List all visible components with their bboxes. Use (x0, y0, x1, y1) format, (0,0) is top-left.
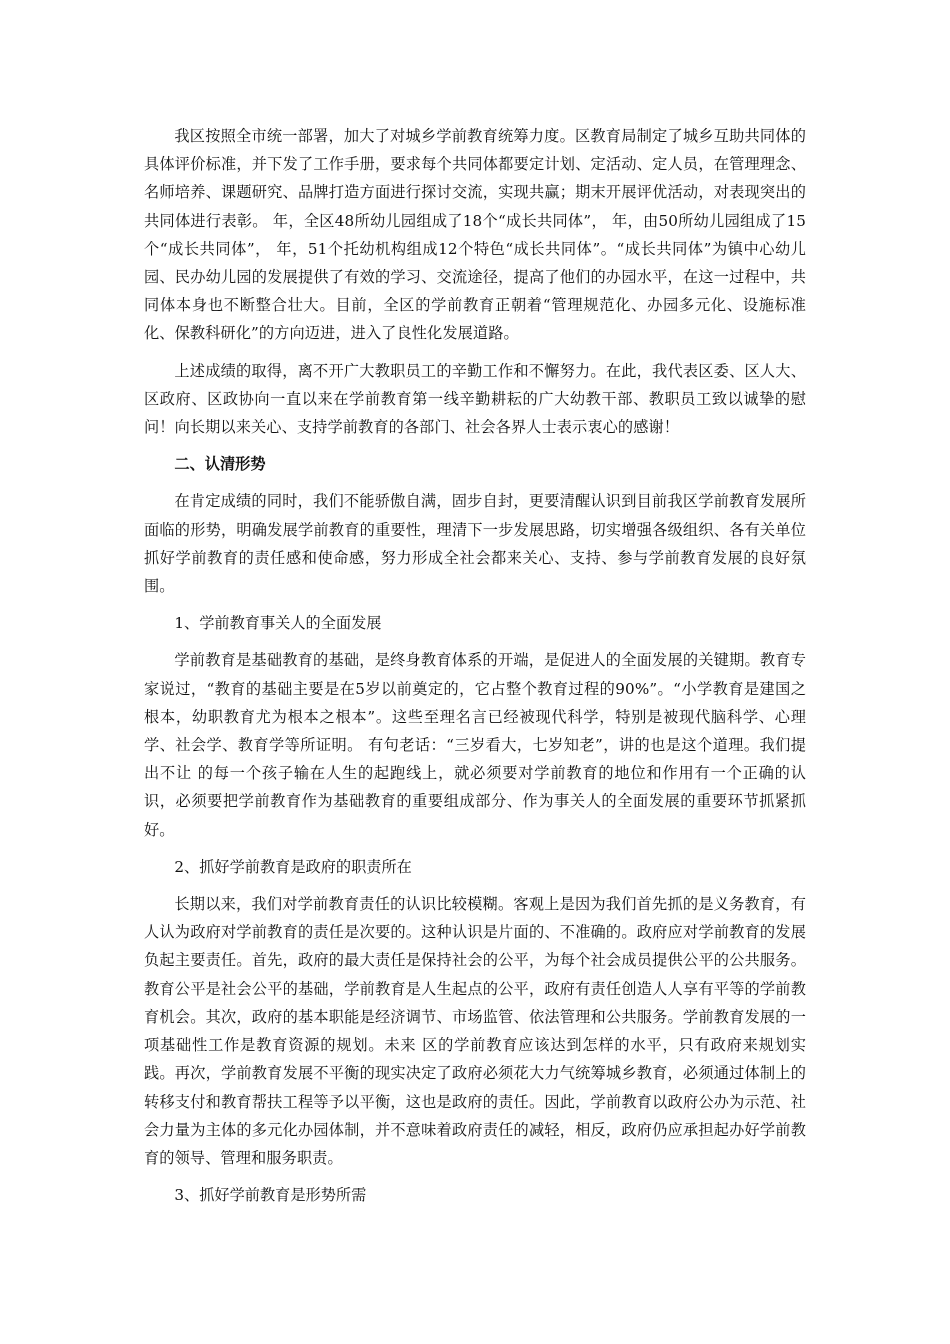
subheading-government: 2、抓好学前教育是政府的职责所在 (174, 857, 412, 876)
document-page (144, 122, 806, 1218)
subheading-development: 1、学前教育事关人的全面发展 (174, 614, 382, 633)
paragraph-development: 学前教育是基础教育的基础，是终身教育体系的开端，是促进人的全面发展的关键期。教育专家说过，“教育的基础主要是在5岁以前奠定的，它占整个教育过程的90%”。“小学教育是建国之根本，幼职教育尤为根本之根本”。这些至理名言已经被现代科学，特别是被现代脑科学、心理学、社会学、教育学等所证明。 有句老话：“三岁看大，七岁知老”，讲的也是这个道理。我们提出不让 的每一个孩子输在人生的起跑线上，就必须要对学前教育的地位和作用有一个正确的认识，必须要把学前教育作为基础教育的重要组成部分、作为事关人的全面发展的重要环节抓紧抓好。 (144, 651, 806, 839)
section-heading: 二、认清形势 (174, 455, 266, 474)
subheading-situation-needs: 3、抓好学前教育是形势所需 (174, 1186, 367, 1205)
paragraph-government: 长期以来，我们对学前教育责任的认识比较模糊。客观上是因为我们首先抓的是义务教育，有人认为政府对学前教育的责任是次要的。这种认识是片面的、不准确的。政府应对学前教育的发展负起主要责任。首先，政府的最大责任是保持社会的公平，为每个社会成员提供公平的公共服务。教育公平是社会公平的基础，学前教育是人生起点的公平，政府有责任创造人人享有平等的学前教育机会。其次，政府的基本职能是经济调节、市场监管、依法管理和公共服务。学前教育发展的一项基础性工作是教育资源的规划。未来 区的学前教育应该达到怎样的水平，只有政府来规划实践。再次，学前教育发展不平衡的现实决定了政府必须花大力气统筹城乡教育，必须通过体制上的转移支付和教育帮扶工程等予以平衡，这也是政府的责任。因此，学前教育以政府公办为示范、社会力量为主体的多元化办园体制，并不意味着政府责任的减轻，相反，政府仍应承担起办好学前教育的领导、管理和服务职责。 (144, 895, 806, 1167)
paragraph-collaboration: 我区按照全市统一部署，加大了对城乡学前教育统筹力度。区教育局制定了城乡互助共同体的具体评价标准，并下发了工作手册，要求每个共同体都要定计划、定活动、定人员，在管理理念、名师培养、课题研究、品牌打造方面进行探讨交流，实现共赢；期末开展评优活动，对表现突出的共同体进行表彰。 年，全区48所幼儿园组成了18个“成长共同体”， 年，由50所幼儿园组成了15个“成长共同体”， 年，51个托幼机构组成12个特色“成长共同体”。“成长共同体”为镇中心幼儿园、民办幼儿园的发展提供了有效的学习、交流途径，提高了他们的办园水平，在这一过程中，共同体本身也不断整合壮大。目前，全区的学前教育正朝着“管理规范化、办园多元化、设施标准化、保教科研化”的方向迈进，进入了良性化发展道路。 (144, 127, 806, 343)
paragraph-situation: 在肯定成绩的同时，我们不能骄傲自满，固步自封，更要清醒认识到目前我区学前教育发展所面临的形势，明确发展学前教育的重要性，理清下一步发展思路，切实增强各级组织、各有关单位抓好学前教育的责任感和使命感，努力形成全社会都来关心、支持、参与学前教育发展的良好氛围。 (144, 492, 806, 596)
paragraph-thanks: 上述成绩的取得，离不开广大教职员工的辛勤工作和不懈努力。在此，我代表区委、区人大、区政府、区政协向一直以来在学前教育第一线辛勤耕耘的广大幼教干部、教职员工致以诚挚的慰问！向长期以来关心、支持学前教育的各部门、社会各界人士表示衷心的感谢！ (144, 361, 806, 437)
